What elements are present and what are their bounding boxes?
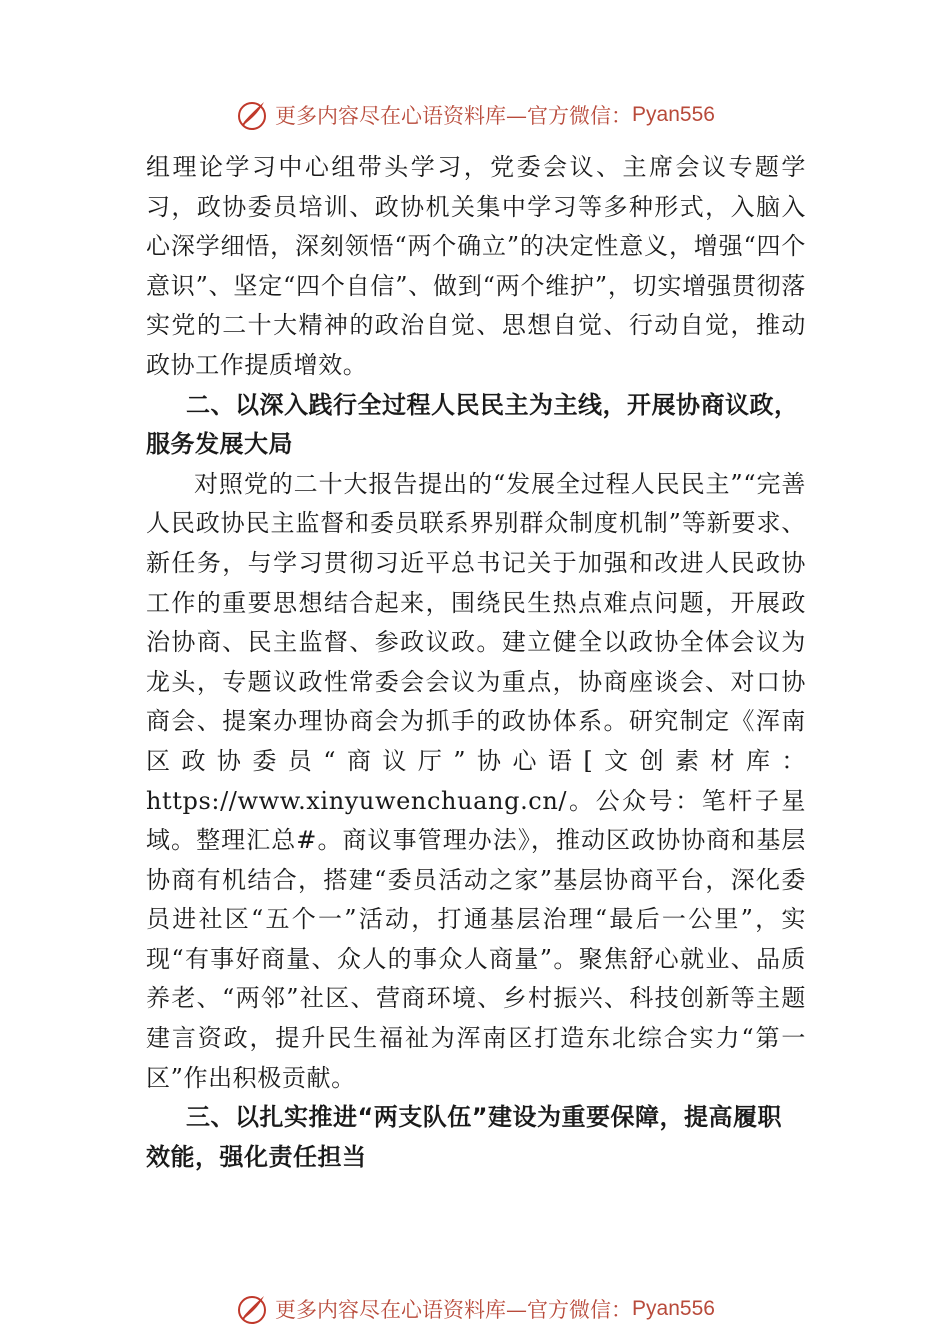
watermark-text: 更多内容尽在心语资料库—官方微信： xyxy=(275,1298,633,1322)
section-heading-3: 三、以扎实推进“两支队伍”建设为重要保障，提高履职效能，强化责任担当 xyxy=(146,1103,783,1171)
paragraph-section-2: 对照党的二十大报告提出的“发展全过程人民民主”“完善人民政协民主监督和委员联系界别群众制度机制”等新要求、新任务，与学习贯彻习近平总书记关于加强和改进人民政协工作的重要思想结合起来，围绕民生热点难点问题，开展政治协商、民主监督、参政议政。建立健全以政协全体会议为龙头，专题议政性常委会会议为重点，协商座谈会、对口协商会、提案办理协商会为抓手的政协体系。研究制定《浑南区政协委员“商议厅”协心语[文创素材库：https://www.xinyuwenchuang.cn/。公众号：笔杆子星域。整理汇总#。商议事管理办法》，推动区政协协商和基层协商有机结合，搭建“委员活动之家”基层协商平台，深化委员进社区“五个一”活动，打通基层治理“最后一公里”，实现“有事好商量、众人的事众人商量”。聚焦舒心就业、品质养老、“两邻”社区、营商环境、乡村振兴、科技创新等主题建言资政，提升民生福祉为浑南区打造东北综合实力“第一区”作出积极贡献。 xyxy=(146,469,806,1092)
document-body xyxy=(146,148,806,1177)
watermark-wechat-id: Pyan556 xyxy=(632,1297,715,1320)
paragraph-continued: 组理论学习中心组带头学习，党委会议、主席会议专题学习，政协委员培训、政协机关集中学习等多种形式，入脑入心深学细悟，深刻领悟“两个确立”的决定性意义，增强“四个意识”、坚定“四个自信”、做到“两个维护”，切实增强贯彻落实党的二十大精神的政治自觉、思想自觉、行动自觉，推动政协工作提质增效。 xyxy=(146,153,806,379)
watermark-banner-bottom xyxy=(0,1286,950,1332)
section-heading-2: 二、以深入践行全过程人民民主为主线，开展协商议政，服务发展大局 xyxy=(146,390,799,459)
quill-logo-icon xyxy=(235,98,269,132)
watermark-text: 更多内容尽在心语资料库—官方微信： xyxy=(275,104,633,128)
watermark-wechat-id: Pyan556 xyxy=(632,103,715,126)
watermark-banner-top xyxy=(0,92,950,138)
quill-logo-icon xyxy=(235,1292,269,1326)
